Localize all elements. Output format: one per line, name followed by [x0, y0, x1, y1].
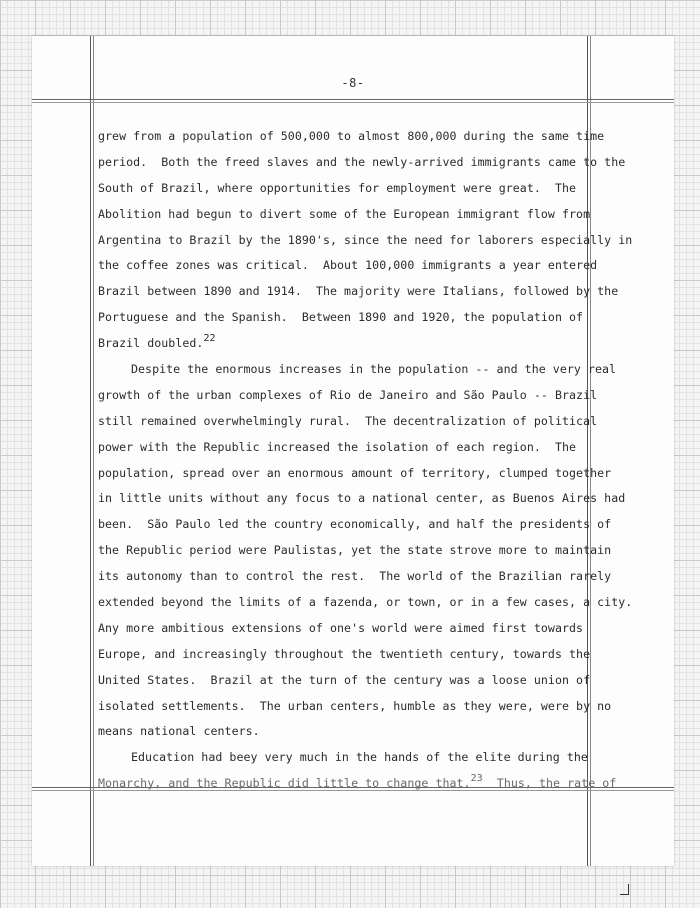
line-text: growth of the urban complexes of Rio de Janeiro and São Paulo -- Brazil [98, 387, 598, 402]
top-margin-line-2 [32, 102, 674, 103]
text-line [98, 383, 618, 409]
line-text: Despite the enormous increases in the population -- and the very real [131, 362, 617, 377]
line-text: Portuguese and the Spanish. Between 1890 and 1920, the population of [98, 310, 584, 325]
text-line [98, 564, 618, 590]
text-line [98, 616, 618, 642]
line-text: the Republic period were Paulistas, yet the state strove more to maintain [98, 543, 612, 558]
line-text: isolated settlements. The urban centers, humble as they were, were by no [98, 698, 612, 713]
text-line [98, 642, 618, 668]
text-line [98, 771, 618, 797]
line-text: Education had beey very much in the hands of the elite during the [131, 750, 588, 765]
line-text: period. Both the freed slaves and the newly-arrived immigrants came to the [98, 154, 626, 169]
text-line [98, 124, 618, 150]
text-line [98, 150, 626, 176]
text-line [98, 461, 618, 487]
line-text: Brazil doubled. [98, 336, 204, 351]
registration-mark [620, 884, 629, 895]
text-line [98, 176, 618, 202]
line-text: means national centers. [98, 724, 260, 739]
line-text: extended beyond the limits of a fazenda, or town, or in a few cases, a city. [98, 595, 633, 610]
text-line [98, 486, 626, 512]
left-margin-line [90, 36, 91, 866]
text-line [98, 305, 618, 331]
footnote-marker: 22 [203, 333, 216, 345]
text-line [98, 745, 618, 771]
line-text: Abolition had begun to divert some of the European immigrant flow from [98, 206, 591, 221]
text-line [98, 435, 618, 461]
text-line [98, 694, 618, 720]
line-text: been. São Paulo led the country economically, and half the presidents of [98, 517, 612, 532]
text-line [98, 538, 618, 564]
text-line [98, 719, 618, 745]
left-margin-line-2 [93, 36, 94, 866]
text-line [98, 512, 618, 538]
line-text: power with the Republic increased the isolation of each region. The [98, 439, 577, 454]
page-number: -8- [341, 76, 365, 90]
line-text: South of Brazil, where opportunities for employment were great. The [98, 180, 577, 195]
typed-page [32, 36, 674, 866]
line-text: Monarchy, and the Republic did little to change that. [98, 776, 471, 791]
text-line [98, 668, 618, 694]
line-text-continued: Thus, the rate of [482, 776, 617, 791]
line-text: population, spread over an enormous amount of territory, clumped together [98, 465, 612, 480]
text-line [98, 357, 618, 383]
body-text [98, 124, 633, 797]
line-text: Any more ambitious extensions of one's world were aimed first towards [98, 620, 584, 635]
text-line [98, 228, 633, 254]
text-line [98, 253, 618, 279]
footnote-marker: 23 [470, 773, 483, 785]
line-text: still remained overwhelmingly rural. The decentralization of political [98, 413, 598, 428]
line-text: Europe, and increasingly throughout the twentieth century, towards the [98, 646, 591, 661]
line-text: Argentina to Brazil by the 1890's, since the need for laborers especially in [98, 232, 633, 247]
line-text: United States. Brazil at the turn of the century was a loose union of [98, 672, 591, 687]
text-line [98, 279, 618, 305]
line-text: in little units without any focus to a national center, as Buenos Aires had [98, 491, 626, 506]
line-text: its autonomy than to control the rest. The world of the Brazilian rarely [98, 569, 612, 584]
top-margin-line [32, 99, 674, 100]
line-text: grew from a population of 500,000 to almost 800,000 during the same time [98, 129, 605, 143]
text-line [98, 202, 618, 228]
text-line [98, 590, 633, 616]
line-text: the coffee zones was critical. About 100,000 immigrants a year entered [98, 258, 598, 273]
text-line [98, 331, 618, 357]
text-line [98, 409, 618, 435]
line-text: Brazil between 1890 and 1914. The majority were Italians, followed by the [98, 284, 619, 299]
